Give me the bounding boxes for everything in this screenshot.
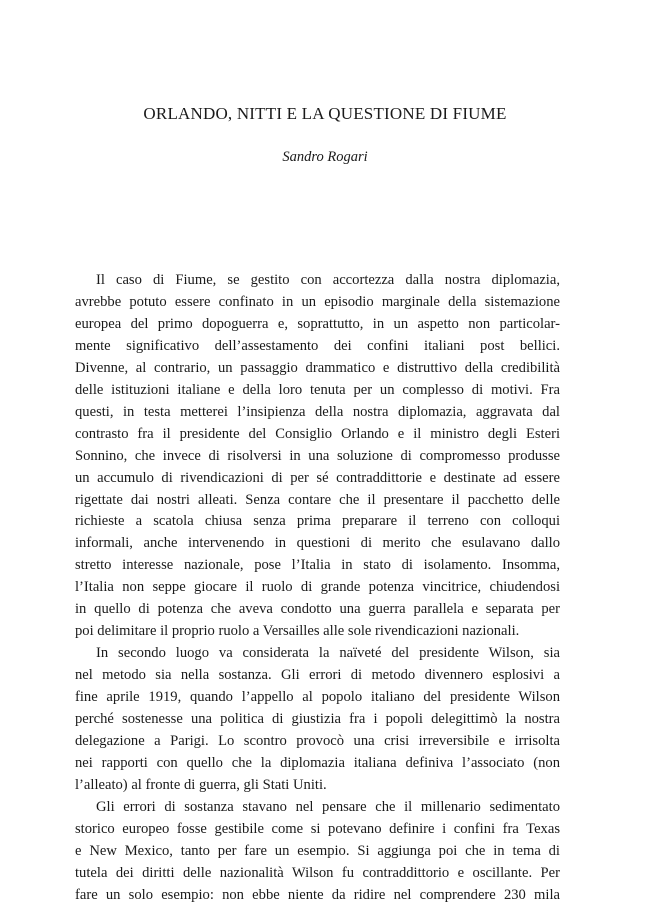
text-line: rigettate dai nostri alleati. Senza contare che il presentare il pacchetto delle — [75, 491, 560, 508]
text-line: perché sostenesse una politica di giustizia fra i popoli delegittimò la nostra — [75, 711, 560, 728]
text-line: nel metodo sia nella sostanza. Gli errori di metodo divennero esplosivi a — [75, 667, 560, 684]
text-line: l’Italia non seppe giocare il ruolo di grande potenza vincitrice, chiudendosi — [75, 579, 560, 596]
text-line: tutela dei diritti delle nazionalità Wilson fu contraddittorio e oscillante. Per — [75, 864, 560, 881]
text-line: questi, in testa metterei l’insipienza della nostra diplomazia, aggravata dal — [75, 403, 560, 420]
text-line: Gli errori di sostanza stavano nel pensare che il millenario sedimentato — [96, 798, 560, 815]
text-line: contrasto fra il presidente del Consiglio Orlando e il ministro degli Esteri — [75, 425, 560, 442]
text-line: fine aprile 1919, quando l’appello al popolo italiano del presidente Wilson — [75, 689, 560, 706]
text-line: Divenne, al contrario, un passaggio drammatico e distruttivo della credibilità — [75, 359, 560, 376]
text-line: e New Mexico, tanto per fare un esempio. Si aggiunga poi che in tema di — [75, 842, 560, 859]
body-paragraph — [75, 643, 560, 797]
text-line: mente significativo dell’assestamento dei confini italiani post bellici. — [75, 337, 560, 354]
text-line: un accumulo di rivendicazioni di per sé contraddittorie e destinate ad essere — [75, 469, 560, 486]
text-line: informali, anche intervenendo in questioni di merito che esulavano dallo — [75, 535, 560, 552]
text-line: Sonnino, che invece di risolversi in una soluzione di compromesso produsse — [75, 447, 560, 464]
article-title: ORLANDO, NITTI E LA QUESTIONE DI FIUME — [143, 104, 507, 123]
text-line: l’alleato) al fronte di guerra, gli Stati Uniti. — [75, 776, 327, 793]
text-line: In secondo luogo va considerata la naïveté del presidente Wilson, sia — [96, 645, 560, 662]
text-line: delegazione a Parigi. Lo scontro provocò una crisi irreversibile e irrisolta — [75, 733, 560, 750]
text-line: storico europeo fosse gestibile come si potevano definire i confini fra Texas — [75, 820, 560, 837]
text-line: stretto interesse nazionale, pose l’Italia in stato di isolamento. Insomma, — [75, 557, 560, 574]
text-line: richieste a scatola chiusa senza prima preparare il terreno con colloqui — [75, 513, 560, 530]
text-line: europea del primo dopoguerra e, soprattutto, in un aspetto non particolar- — [75, 315, 560, 332]
text-line: nei rapporti con quello che la diplomazia italiana definiva l’associato (non — [75, 754, 560, 771]
text-line: Il caso di Fiume, se gestito con accortezza dalla nostra diplomazia, — [96, 272, 560, 288]
text-line: fare un solo esempio: non ebbe niente da ridire nel comprendere 230 mila — [75, 886, 560, 903]
text-line: delle istituzioni italiane e della loro tenuta per un complesso di motivi. Fra — [75, 381, 560, 398]
text-line: poi delimitare il proprio ruolo a Versailles alle sole rivendicazioni nazionali. — [75, 623, 520, 640]
body-paragraph — [75, 797, 560, 907]
author-name: Sandro Rogari — [282, 149, 368, 165]
text-line: in quello di potenza che aveva condotto una guerra parallela e separata per — [75, 601, 560, 618]
body-paragraph — [75, 270, 560, 643]
article-body — [75, 270, 560, 907]
text-line: avrebbe potuto essere confinato in un episodio marginale della sistemazione — [75, 293, 560, 310]
